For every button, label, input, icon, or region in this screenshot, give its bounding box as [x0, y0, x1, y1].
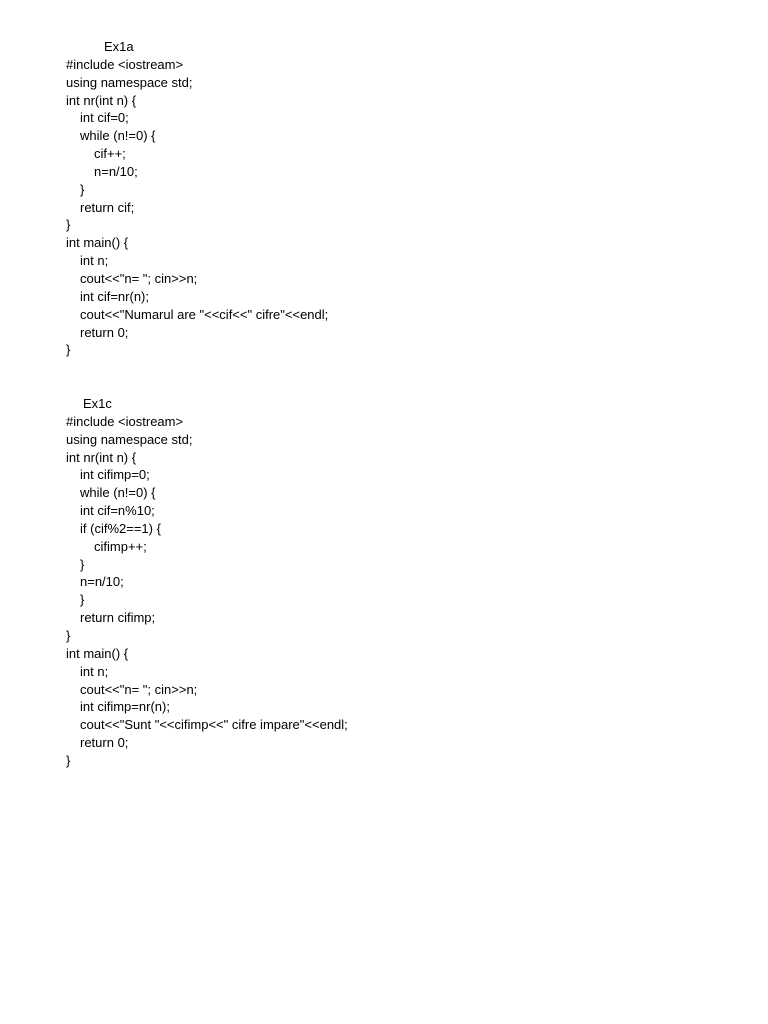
code-line: using namespace std;	[66, 74, 193, 90]
code-block-ex1a	[66, 38, 328, 359]
code-line: cifimp++;	[94, 538, 147, 554]
code-line: int n;	[80, 663, 109, 679]
code-line: int cif=0;	[80, 110, 129, 126]
code-line: #include <iostream>	[66, 413, 184, 429]
code-line: return 0;	[80, 735, 129, 751]
code-line: int nr(int n) {	[66, 449, 137, 465]
code-block-ex1c	[66, 395, 348, 770]
code-line: return cif;	[80, 199, 135, 215]
code-line: int main() {	[66, 235, 129, 251]
code-line: while (n!=0) {	[80, 485, 156, 501]
code-line: n=n/10;	[80, 574, 124, 590]
code-line: }	[80, 556, 85, 572]
code-line: int cif=n%10;	[80, 503, 155, 519]
code-line: return cifimp;	[80, 610, 156, 626]
code-line: return 0;	[80, 324, 129, 340]
code-line: cout<<"n= "; cin>>n;	[80, 681, 198, 697]
code-line: using namespace std;	[66, 431, 193, 447]
code-line: cout<<"Numarul are "<<cif<<" cifre"<<endl;	[80, 306, 329, 322]
code-line: }	[80, 181, 85, 197]
code-line: if (cif%2==1) {	[80, 520, 161, 536]
code-line: #include <iostream>	[66, 56, 184, 72]
code-line: }	[66, 752, 71, 768]
code-line: int cif=nr(n);	[80, 288, 149, 304]
code-line: int cifimp=nr(n);	[80, 699, 170, 715]
code-line: n=n/10;	[94, 163, 138, 179]
code-line: }	[66, 217, 71, 233]
code-line: }	[66, 342, 71, 358]
code-line: cout<<"n= "; cin>>n;	[80, 270, 198, 286]
code-line: while (n!=0) {	[80, 128, 156, 144]
code-line: }	[80, 592, 85, 608]
code-line: cout<<"Sunt "<<cifimp<<" cifre impare"<<endl;	[80, 717, 348, 733]
code-line: int n;	[80, 253, 109, 269]
code-line: int nr(int n) {	[66, 92, 137, 108]
code-line: int cifimp=0;	[80, 467, 150, 483]
code-line: cif++;	[94, 146, 126, 162]
code-line: int main() {	[66, 645, 129, 661]
section-title-ex1a: Ex1a	[104, 39, 134, 54]
code-line: }	[66, 627, 71, 643]
section-title-ex1c: Ex1c	[83, 396, 112, 411]
